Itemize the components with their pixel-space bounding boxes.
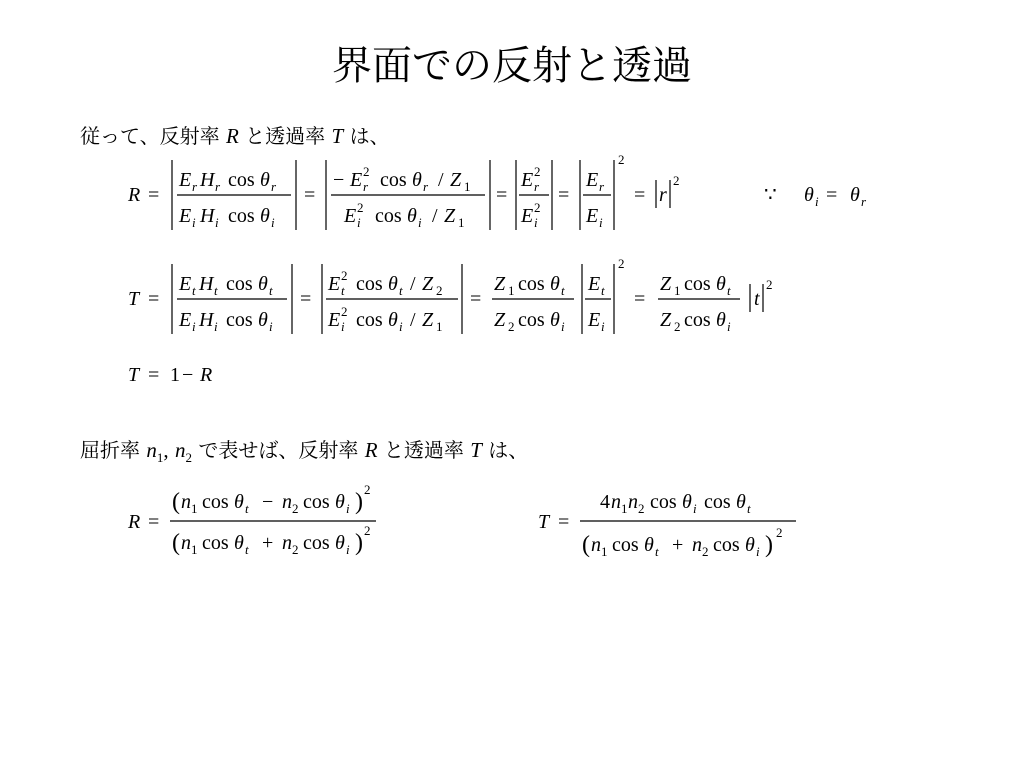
- svg-text:T: T: [128, 364, 140, 386]
- svg-text:r: r: [363, 179, 369, 194]
- svg-text:i: i: [561, 319, 565, 334]
- svg-text:i: i: [192, 319, 196, 334]
- svg-text:(: (: [172, 530, 180, 556]
- svg-text:1: 1: [464, 179, 471, 194]
- svg-text:θ: θ: [682, 491, 692, 513]
- svg-text:t: t: [727, 283, 731, 298]
- svg-text:cos: cos: [228, 205, 255, 227]
- svg-text:E: E: [588, 309, 601, 331]
- eq5-numerator: [600, 491, 751, 516]
- svg-text:H: H: [199, 309, 214, 331]
- svg-text:H: H: [199, 273, 214, 295]
- svg-text:R: R: [128, 184, 141, 206]
- svg-text:2: 2: [357, 200, 364, 215]
- svg-text:cos: cos: [650, 491, 677, 513]
- intro-tail: は、: [349, 124, 390, 148]
- svg-text:Z: Z: [494, 309, 506, 331]
- svg-text:cos: cos: [684, 273, 711, 295]
- svg-text:t: t: [192, 283, 196, 298]
- svg-text:t: t: [747, 501, 751, 516]
- svg-text:i: i: [815, 194, 819, 209]
- svg-text:2: 2: [341, 304, 348, 319]
- svg-text:n: n: [611, 491, 621, 513]
- svg-text:θ: θ: [234, 532, 244, 554]
- svg-text:t: t: [245, 542, 249, 557]
- svg-text:r: r: [423, 179, 429, 194]
- svg-text:r: r: [659, 184, 667, 206]
- svg-text:=: =: [300, 288, 312, 310]
- svg-text:2: 2: [766, 277, 773, 292]
- svg-text:t: t: [341, 283, 345, 298]
- svg-text:cos: cos: [518, 273, 545, 295]
- svg-text:1: 1: [458, 215, 465, 230]
- svg-text:Z: Z: [444, 205, 456, 227]
- svg-text:1: 1: [191, 501, 198, 516]
- svg-text:i: i: [346, 542, 350, 557]
- svg-text:=: =: [634, 184, 646, 206]
- svg-text:2: 2: [673, 173, 680, 188]
- svg-text:E: E: [521, 169, 534, 191]
- intro-R: R: [225, 124, 239, 148]
- svg-text:H: H: [200, 169, 215, 191]
- svg-text:2: 2: [508, 319, 515, 334]
- svg-text:=: =: [304, 184, 316, 206]
- svg-text:cos: cos: [612, 534, 639, 556]
- slide-title: 界面での反射と透過: [332, 43, 692, 89]
- svg-text:i: i: [214, 319, 218, 334]
- svg-text:T: T: [538, 511, 550, 533]
- svg-text:): ): [355, 530, 363, 556]
- svg-text:i: i: [271, 215, 275, 230]
- svg-text:t: t: [245, 501, 249, 516]
- svg-text:i: i: [192, 215, 196, 230]
- svg-text:2: 2: [776, 525, 783, 540]
- svg-text:t: t: [399, 283, 403, 298]
- svg-text:=: =: [148, 288, 160, 310]
- svg-text:∵: ∵: [764, 184, 777, 206]
- svg-text:H: H: [200, 205, 215, 227]
- index-lead: 屈折率: [80, 438, 140, 462]
- svg-text:θ: θ: [736, 491, 746, 513]
- svg-text:=: =: [634, 288, 646, 310]
- svg-text:θ: θ: [412, 169, 422, 191]
- svg-text:(: (: [172, 489, 180, 515]
- svg-text:4: 4: [600, 491, 610, 513]
- svg-text:cos: cos: [228, 169, 255, 191]
- svg-text:cos: cos: [704, 491, 731, 513]
- svg-text:Z: Z: [660, 273, 672, 295]
- svg-text:i: i: [341, 319, 345, 334]
- svg-text:t: t: [655, 544, 659, 559]
- eq5-denominator: [582, 525, 783, 559]
- svg-text:θ: θ: [716, 309, 726, 331]
- svg-text:/: /: [432, 205, 438, 227]
- svg-text:cos: cos: [375, 205, 402, 227]
- svg-text:+: +: [672, 534, 684, 556]
- svg-text:=: =: [148, 184, 160, 206]
- svg-text:Z: Z: [422, 309, 434, 331]
- index-mid2: と透過率: [383, 438, 464, 462]
- svg-text:θ: θ: [388, 273, 398, 295]
- index-n1: $n_1$: [146, 438, 164, 466]
- svg-text:cos: cos: [202, 491, 229, 513]
- svg-text:n: n: [692, 534, 702, 556]
- svg-text:2: 2: [618, 152, 625, 167]
- svg-text:n: n: [181, 491, 191, 513]
- svg-text:i: i: [215, 215, 219, 230]
- svg-text:cos: cos: [356, 309, 383, 331]
- svg-text:θ: θ: [550, 273, 560, 295]
- intro-lead: 従って、反射率: [80, 124, 220, 148]
- svg-text:=: =: [558, 184, 570, 206]
- svg-text:i: i: [534, 215, 538, 230]
- svg-text:t: t: [601, 283, 605, 298]
- svg-text:θ: θ: [804, 184, 814, 206]
- svg-text:θ: θ: [260, 169, 270, 191]
- svg-text:E: E: [344, 205, 357, 227]
- svg-text:2: 2: [341, 268, 348, 283]
- index-R: R: [364, 438, 378, 462]
- svg-text:1: 1: [436, 319, 443, 334]
- svg-text:2: 2: [534, 164, 541, 179]
- svg-text:cos: cos: [684, 309, 711, 331]
- svg-text:cos: cos: [226, 309, 253, 331]
- svg-text:−: −: [182, 364, 194, 386]
- svg-text:θ: θ: [258, 273, 268, 295]
- svg-text:n: n: [282, 532, 292, 554]
- svg-text:/: /: [438, 169, 444, 191]
- svg-text:=: =: [826, 184, 838, 206]
- svg-text:R: R: [200, 364, 213, 386]
- svg-text:2: 2: [364, 523, 371, 538]
- svg-text:θ: θ: [234, 491, 244, 513]
- svg-text:E: E: [586, 169, 599, 191]
- svg-text:i: i: [727, 319, 731, 334]
- svg-text:1: 1: [601, 544, 608, 559]
- svg-text:i: i: [346, 501, 350, 516]
- svg-text:cos: cos: [380, 169, 407, 191]
- svg-text:θ: θ: [745, 534, 755, 556]
- svg-text:=: =: [148, 364, 160, 386]
- svg-text:E: E: [179, 205, 192, 227]
- svg-text:1: 1: [170, 364, 180, 386]
- svg-text:cos: cos: [518, 309, 545, 331]
- svg-text:cos: cos: [713, 534, 740, 556]
- svg-text:=: =: [558, 511, 570, 533]
- svg-text:i: i: [357, 215, 361, 230]
- svg-text:r: r: [215, 179, 221, 194]
- svg-text:θ: θ: [335, 491, 345, 513]
- svg-text:Z: Z: [494, 273, 506, 295]
- svg-text:i: i: [399, 319, 403, 334]
- svg-text:r: r: [192, 179, 198, 194]
- svg-text:2: 2: [292, 542, 299, 557]
- svg-text:E: E: [328, 309, 341, 331]
- svg-text:θ: θ: [716, 273, 726, 295]
- svg-text:n: n: [591, 534, 601, 556]
- svg-text:(: (: [582, 532, 590, 558]
- svg-text:): ): [355, 489, 363, 515]
- svg-text:/: /: [410, 309, 416, 331]
- svg-text:θ: θ: [388, 309, 398, 331]
- svg-text:r: r: [861, 194, 867, 209]
- svg-text:E: E: [521, 205, 534, 227]
- svg-text:i: i: [599, 215, 603, 230]
- svg-text:2: 2: [702, 544, 709, 559]
- svg-text:i: i: [269, 319, 273, 334]
- svg-text:=: =: [148, 511, 160, 533]
- index-line: 屈折率 $n_1$, $n_2$ で表せば、反射率 R と透過率 T は、: [80, 438, 529, 466]
- svg-text:1: 1: [674, 283, 681, 298]
- index-T: T: [470, 438, 482, 462]
- index-n2: $n_2$: [174, 438, 192, 466]
- svg-text:cos: cos: [303, 491, 330, 513]
- svg-text:2: 2: [618, 256, 625, 271]
- svg-text:θ: θ: [550, 309, 560, 331]
- svg-text:2: 2: [436, 283, 443, 298]
- intro-T: T: [331, 124, 344, 148]
- svg-text:θ: θ: [407, 205, 417, 227]
- svg-text:r: r: [271, 179, 277, 194]
- svg-text:E: E: [350, 169, 363, 191]
- svg-text:/: /: [410, 273, 416, 295]
- svg-text:E: E: [179, 273, 192, 295]
- svg-text:θ: θ: [258, 309, 268, 331]
- svg-text:1: 1: [191, 542, 198, 557]
- svg-text:2: 2: [364, 482, 371, 497]
- index-tail: は、: [488, 438, 529, 462]
- svg-text:−: −: [333, 169, 345, 191]
- svg-text:1: 1: [508, 283, 515, 298]
- svg-text:E: E: [179, 309, 192, 331]
- svg-text:θ: θ: [850, 184, 860, 206]
- svg-text:2: 2: [534, 200, 541, 215]
- svg-text:Z: Z: [660, 309, 672, 331]
- svg-text:2: 2: [638, 501, 645, 516]
- svg-text:t: t: [754, 288, 760, 310]
- svg-text:i: i: [418, 215, 422, 230]
- svg-text:=: =: [470, 288, 482, 310]
- svg-text:1: 1: [621, 501, 628, 516]
- svg-text:cos: cos: [356, 273, 383, 295]
- svg-text:t: t: [214, 283, 218, 298]
- svg-text:2: 2: [363, 164, 370, 179]
- svg-text:2: 2: [674, 319, 681, 334]
- svg-text:i: i: [756, 544, 760, 559]
- svg-text:i: i: [693, 501, 697, 516]
- svg-text:=: =: [496, 184, 508, 206]
- intro-mid: と透過率: [245, 124, 326, 148]
- svg-text:θ: θ: [335, 532, 345, 554]
- svg-text:cos: cos: [202, 532, 229, 554]
- svg-text:i: i: [601, 319, 605, 334]
- svg-text:n: n: [181, 532, 191, 554]
- svg-text:n: n: [628, 491, 638, 513]
- svg-text:cos: cos: [303, 532, 330, 554]
- svg-text:R: R: [128, 511, 141, 533]
- index-mid1: で表せば、反射率: [198, 438, 359, 462]
- svg-text:n: n: [282, 491, 292, 513]
- svg-text:+: +: [262, 532, 274, 554]
- svg-text:cos: cos: [226, 273, 253, 295]
- svg-text:E: E: [586, 205, 599, 227]
- svg-text:2: 2: [292, 501, 299, 516]
- svg-text:T: T: [128, 288, 140, 310]
- svg-text:E: E: [588, 273, 601, 295]
- svg-text:E: E: [328, 273, 341, 295]
- svg-text:Z: Z: [422, 273, 434, 295]
- svg-text:t: t: [269, 283, 273, 298]
- svg-text:): ): [765, 532, 773, 558]
- svg-text:θ: θ: [644, 534, 654, 556]
- svg-text:r: r: [599, 179, 605, 194]
- svg-text:E: E: [179, 169, 192, 191]
- svg-text:−: −: [262, 491, 274, 513]
- svg-text:Z: Z: [450, 169, 462, 191]
- svg-text:r: r: [534, 179, 540, 194]
- svg-text:θ: θ: [260, 205, 270, 227]
- svg-text:t: t: [561, 283, 565, 298]
